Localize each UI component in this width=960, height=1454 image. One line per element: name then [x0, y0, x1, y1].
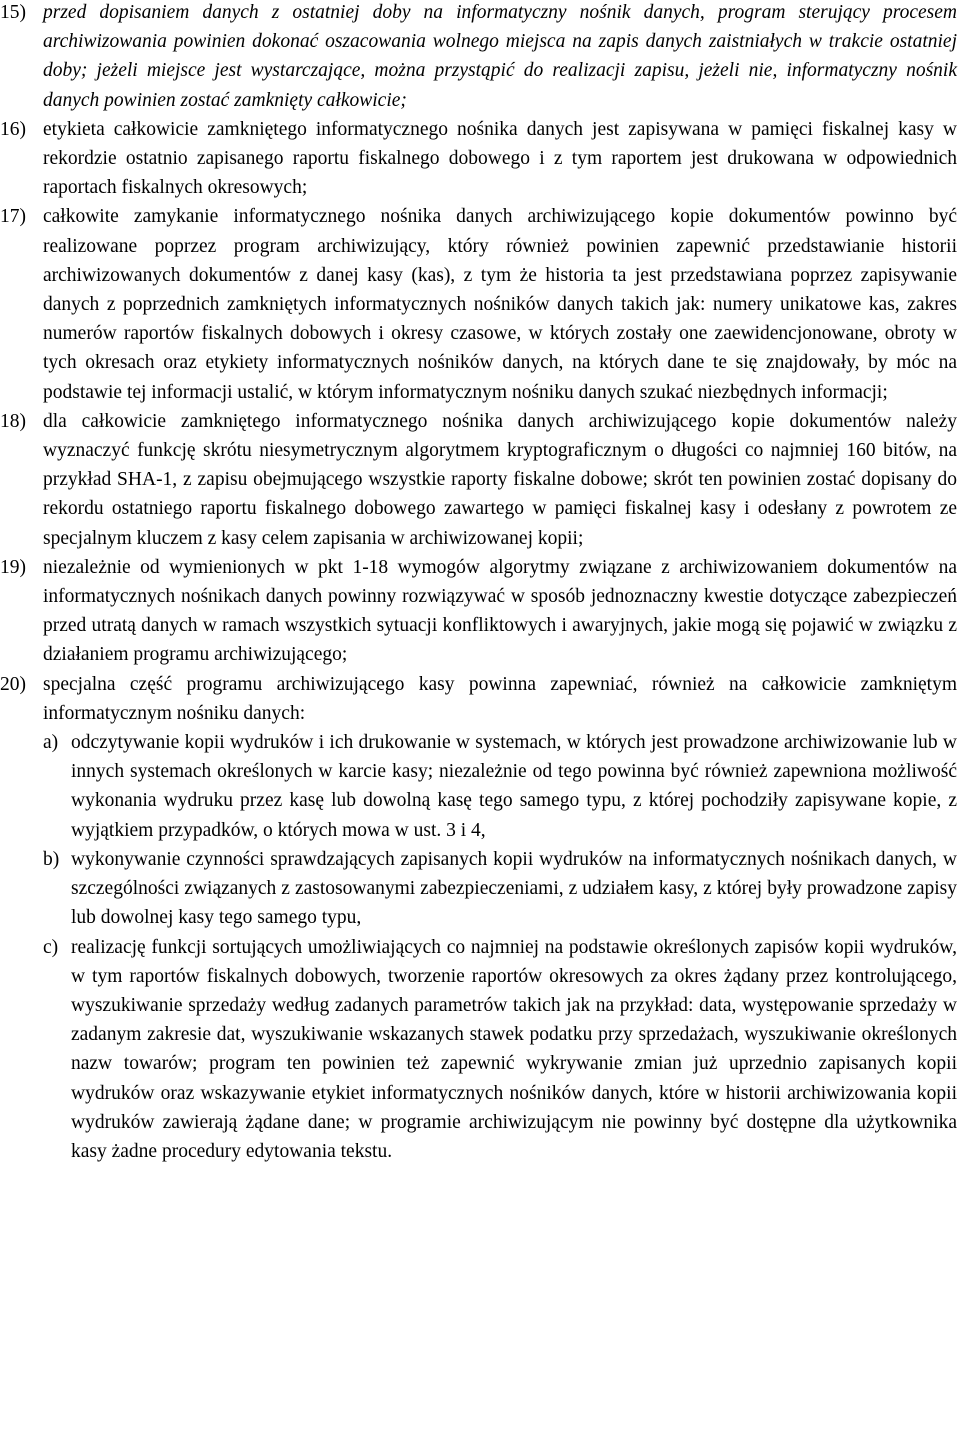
- list-item-16: [0, 115, 957, 203]
- item-body: [43, 202, 957, 406]
- item-text: specjalna część programu archiwizującego kasy powinna zapewniać, również na całkowicie zamkniętym informatycznym nośniku danych:: [43, 673, 957, 724]
- sub-item-letter: c): [43, 936, 59, 958]
- item-body: [43, 670, 957, 1166]
- item-body: [43, 115, 957, 203]
- sub-item-c: [43, 933, 957, 1167]
- sub-item-letter: b): [43, 848, 60, 870]
- item-body: [43, 0, 957, 115]
- list-item-15: [0, 0, 957, 115]
- list-item-19: [0, 553, 957, 670]
- item-number: 20): [0, 673, 26, 695]
- sub-item-text: realizację funkcji sortujących umożliwiających co najmniej na podstawie określonych zapisów kopii wydruków, w tym raportów fiskalnych dobowych, tworzenie raportów okresowych za okres żądany przez kontrolującego, wyszukiwanie sprzedaży według zadanych parametrów takich jak na przykład: data, występowanie sprzedaży w zadanym zakresie dat, wyszukiwanie wskazanych stawek podatku przy sprzedażach, wyszukiwanie określonych nazw towarów; program ten powinien też zapewnić wykrywanie zmian już uprzednio zapisanych kopii wydruków oraz wskazywanie etykiet informatycznych nośników danych, które w historii archiwizowania kopii wydruków zawierają żądane dane; w programie archiwizującym nie powinny być dostępne dla użytkownika kasy żadne procedury edytowania tekstu.: [71, 936, 957, 1162]
- item-body: [43, 553, 957, 670]
- item-number: 17): [0, 206, 26, 228]
- item-text: całkowite zamykanie informatycznego nośnika danych archiwizującego kopie dokumentów powinno być realizowane poprzez program archiwizujący, który również powinien zapewnić przedstawianie historii archiwizowanych dokumentów z danej kasy (kas), z tym że historia ta jest przedstawiana poprzez zapisywanie danych z poprzednich zamkniętych informatycznych nośników danych takich jak: numery unikatowe kas, zakres numerów raportów fiskalnych dobowych i okresy czasowe, w których zostały one zaewidencjonowane, obroty w tych okresach oraz etykiety informatycznych nośników danych, na których dane te się znajdowały, by móc na podstawie tej informacji ustalić, w którym informatycznym nośniku danych szukać niezbędnych informacji;: [43, 206, 957, 403]
- item-text: etykieta całkowicie zamkniętego informatycznego nośnika danych jest zapisywana w pamięci fiskalnej kasy w rekordzie ostatnio zapisanego raportu fiskalnego dobowego i z tym raportem jest drukowana w odpowiednich raportach fiskalnych okresowych;: [43, 118, 957, 199]
- list-item-17: [0, 202, 957, 406]
- item-text: niezależnie od wymienionych w pkt 1-18 wymogów algorytmy związane z archiwizowaniem dokumentów na informatycznych nośnikach danych powinny rozwiązywać w sposób jednoznaczny kwestie dotyczące zabezpieczeń przed utratą danych w ramach wszystkich sytuacji konfliktowych i awaryjnych, jakie mogą się pojawić w związku z działaniem programu archiwizującego;: [43, 556, 957, 666]
- item-number: 19): [0, 556, 26, 578]
- item-text: dla całkowicie zamkniętego informatycznego nośnika danych archiwizującego kopie dokumentów należy wyznaczyć funkcję skrótu niesymetrycznym algorytmem kryptograficznym o długości co najmniej 160 bitów, na przykład SHA-1, z zapisu obejmującego wszystkie raporty fiskalne dobowe; skrót ten powinien zostać dopisany do rekordu ostatniego raportu fiskalnego dobowego zawartego w pamięci fiskalnej kasy i odesłany z powrotem ze specjalnym kluczem z kasy celem zapisania w archiwizowanej kopii;: [43, 410, 957, 549]
- item-number: 18): [0, 410, 26, 432]
- sub-item-b: [43, 845, 957, 933]
- list-item-20: [0, 670, 957, 1166]
- list-item-18: [0, 407, 957, 553]
- sub-item-letter: a): [43, 732, 59, 754]
- item-text: przed dopisaniem danych z ostatniej doby na informatyczny nośnik danych, program sterujący procesem archiwizowania powinien dokonać oszacowania wolnego miejsca na zapis danych zaistniałych w trakcie ostatniej doby; jeżeli miejsce jest wystarczające, można przystąpić do realizacji zapisu, jeżeli nie, informatyczny nośnik danych powinien zostać zamknięty całkowicie;: [43, 2, 957, 111]
- sub-item-text: wykonywanie czynności sprawdzających zapisanych kopii wydruków na informatycznych nośnikach danych, w szczególności związanych z zastosowanymi zabezpieczeniami, z udziałem kasy, z której były prowadzone zapisy lub dowolnej kasy tego samego typu,: [71, 848, 957, 929]
- item-number: 15): [0, 2, 26, 23]
- item-body: [43, 407, 957, 553]
- sub-item-text: odczytywanie kopii wydruków i ich drukowanie w systemach, w których jest prowadzone archiwizowanie lub w innych systemach określonych w karcie kasy; niezależnie od tego powinna być również zapewniona możliwość wykonania wydruku przez kasę lub dowolną kasę tego samego typu, z której pochodziły zapisywane kopie, z wyjątkiem przypadków, o których mowa w ust. 3 i 4,: [71, 732, 957, 841]
- item-number: 16): [0, 118, 26, 140]
- sub-item-a: [43, 728, 957, 845]
